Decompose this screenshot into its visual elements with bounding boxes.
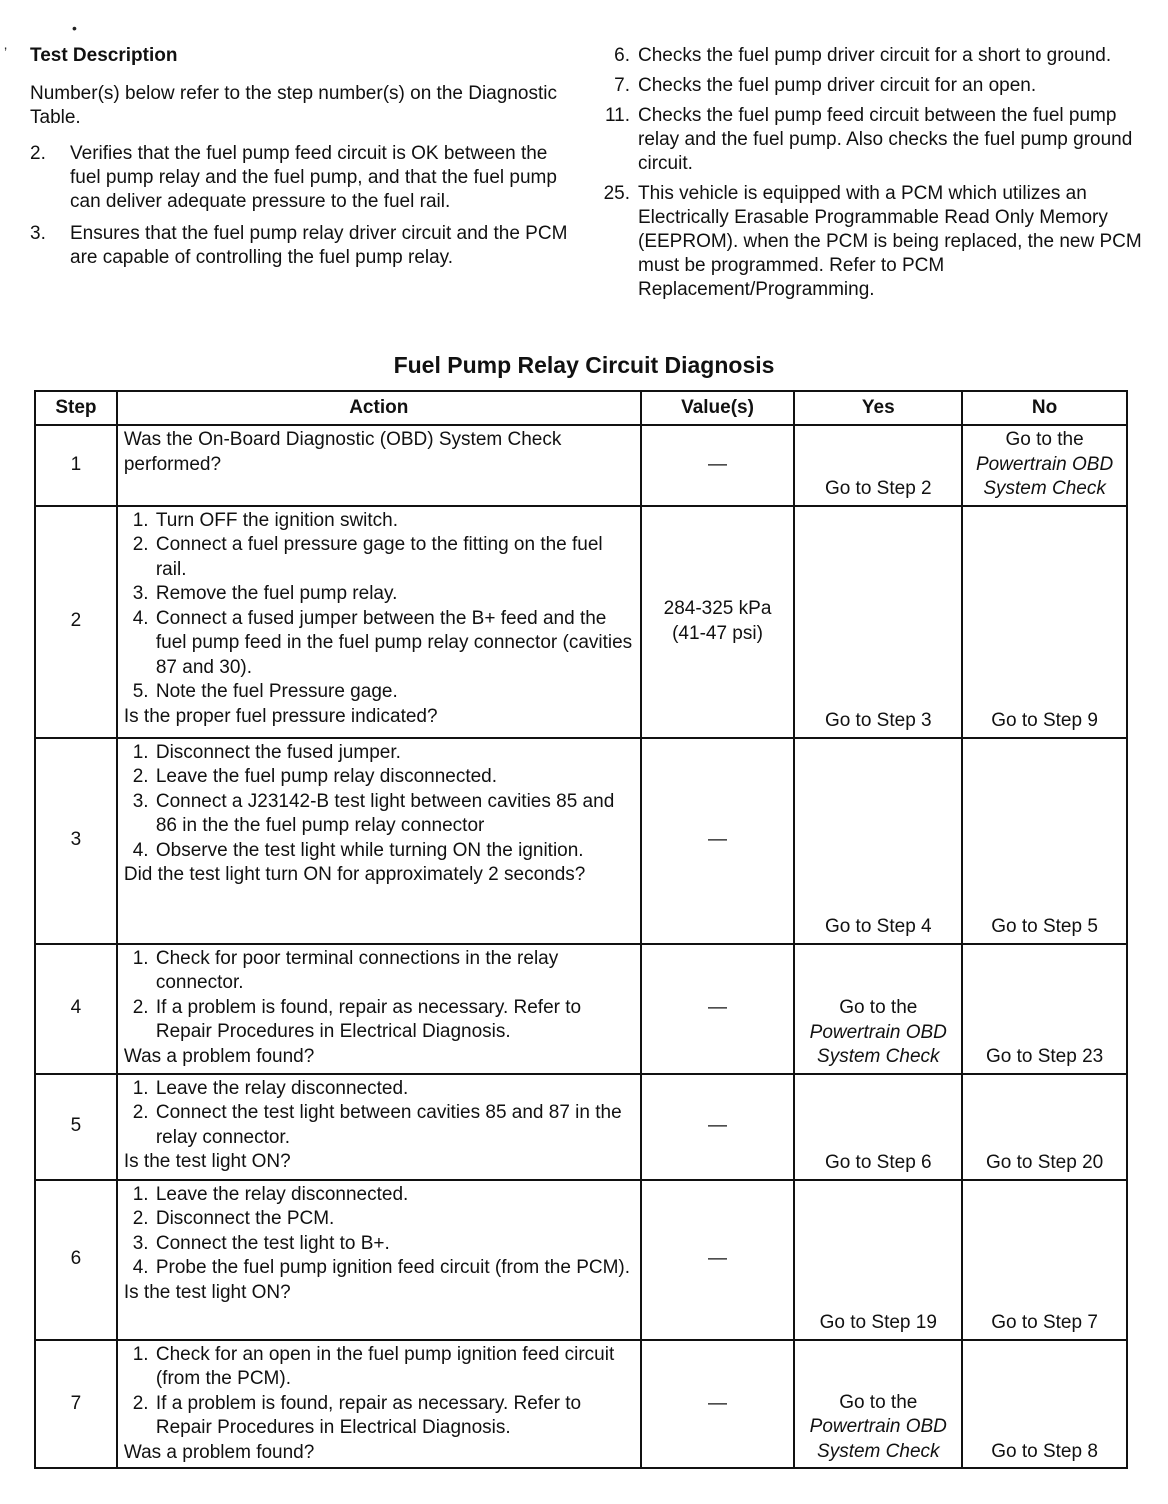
action-question: Was a problem found? xyxy=(123,1045,315,1067)
description-item-text: This vehicle is equipped with a PCM which utilizes an Electrically Erasable Programmable Read Only Memory (EEPROM). when the PCM is being replaced, the new PCM must be programmed. Refer to PCM Replacement/Programming. xyxy=(638,183,1142,300)
no-cell xyxy=(962,738,1127,944)
description-item-text: Checks the fuel pump driver circuit for a short to ground. xyxy=(638,45,1112,66)
description-item xyxy=(598,182,1143,302)
yes-goto-step: Go to Step 6 xyxy=(824,1152,932,1173)
no-goto-step: Go to Step 8 xyxy=(991,1440,1098,1462)
action-cell xyxy=(117,1340,641,1469)
action-steps xyxy=(124,1183,634,1281)
yes-cell xyxy=(794,1340,962,1469)
step-number: 5 xyxy=(35,1074,117,1180)
action-step: 2. If a problem is found, repair as necessary. Refer to Repair Procedures in Electrical Diagnosis. xyxy=(154,1392,634,1441)
action-step: 1. Turn OFF the ignition switch. xyxy=(154,509,634,534)
scan-mark: ’ xyxy=(4,44,8,60)
description-item xyxy=(30,222,570,270)
description-item-text: Verifies that the fuel pump feed circuit is OK between the fuel pump relay and the fuel pump, and that the fuel pump can deliver adequate pressure to the fuel rail. xyxy=(70,143,557,212)
table-header-row xyxy=(35,391,1127,425)
action-cell xyxy=(117,425,641,506)
action-step: 1. Check for poor terminal connections in the relay connector. xyxy=(154,947,634,996)
description-item-text: Checks the fuel pump driver circuit for an open. xyxy=(638,75,1037,96)
value-cell: — xyxy=(641,425,795,506)
step-number: 7 xyxy=(35,1340,117,1469)
test-description-intro: Number(s) below refer to the step number(s) on the Diagnostic Table. xyxy=(30,83,557,128)
action-step: 1. Check for an open in the fuel pump ignition feed circuit (from the PCM). xyxy=(154,1343,634,1392)
action-steps xyxy=(124,509,634,705)
yes-goto-step: Go to Step 19 xyxy=(819,1312,937,1333)
description-right-list xyxy=(598,44,1143,302)
no-cell xyxy=(962,506,1127,738)
description-item-number: 7. xyxy=(614,75,630,96)
header-values: Value(s) xyxy=(641,391,795,425)
description-item-number: 2. xyxy=(30,143,46,164)
action-question: Is the proper fuel pressure indicated? xyxy=(123,705,438,727)
action-step: 3. Connect the test light to B+. xyxy=(154,1232,634,1257)
action-question: Was a problem found? xyxy=(123,1441,315,1463)
no-cell xyxy=(962,425,1127,506)
yes-cell xyxy=(794,1074,962,1180)
no-cell xyxy=(962,944,1127,1074)
table-row xyxy=(35,1340,1127,1469)
yes-goto-prefix: Go to the xyxy=(839,997,918,1018)
yes-cell xyxy=(794,944,962,1074)
yes-goto-reference: Powertrain OBD System Check xyxy=(809,1021,947,1067)
action-cell xyxy=(117,1074,641,1180)
action-step: 2. Leave the fuel pump relay disconnected. xyxy=(154,765,634,790)
no-goto-step: Go to Step 5 xyxy=(991,916,1098,937)
step-number: 6 xyxy=(35,1180,117,1340)
action-step: 1. Disconnect the fused jumper. xyxy=(154,741,634,766)
action-steps xyxy=(124,947,634,1045)
value-cell: — xyxy=(641,944,795,1074)
action-step: 3. Connect a J23142-B test light between cavities 85 and 86 in the the fuel pump relay connector xyxy=(154,790,634,839)
action-step: 4. Connect a fused jumper between the B+ feed and the fuel pump feed in the fuel pump relay connector (cavities 87 and 30). xyxy=(154,607,634,681)
yes-goto-step: Go to Step 2 xyxy=(824,478,932,499)
description-item-text: Checks the fuel pump feed circuit between the fuel pump relay and the fuel pump. Also checks the fuel pump ground circuit. xyxy=(638,105,1133,174)
action-steps xyxy=(124,1077,634,1151)
action-question: Did the test light turn ON for approximately 2 seconds? xyxy=(123,864,586,885)
yes-cell xyxy=(794,1180,962,1340)
table-row xyxy=(35,944,1127,1074)
value-cell: — xyxy=(641,1180,795,1340)
action-question: Is the test light ON? xyxy=(123,1151,291,1172)
yes-goto-step: Go to Step 4 xyxy=(824,916,932,937)
action-step: 4. Probe the fuel pump ignition feed circuit (from the PCM). xyxy=(154,1256,634,1281)
description-item xyxy=(598,74,1143,98)
header-yes: Yes xyxy=(794,391,962,425)
scan-mark: • xyxy=(72,20,77,36)
action-cell xyxy=(117,506,641,738)
no-cell xyxy=(962,1340,1127,1469)
description-item-number: 6. xyxy=(614,45,630,66)
action-cell xyxy=(117,1180,641,1340)
step-number: 3 xyxy=(35,738,117,944)
description-item-number: 25. xyxy=(603,183,630,204)
action-step: 2. Disconnect the PCM. xyxy=(154,1207,634,1232)
action-step: 3. Remove the fuel pump relay. xyxy=(154,582,634,607)
no-goto-prefix: Go to the xyxy=(1005,429,1084,450)
table-row xyxy=(35,425,1127,506)
action-step: 1. Leave the relay disconnected. xyxy=(154,1077,634,1102)
yes-goto-reference: Powertrain OBD System Check xyxy=(809,1416,947,1462)
action-steps xyxy=(124,1343,634,1441)
yes-cell xyxy=(794,506,962,738)
action-step: 1. Leave the relay disconnected. xyxy=(154,1183,634,1208)
value-cell: — xyxy=(641,1340,795,1469)
table-title: Fuel Pump Relay Circuit Diagnosis xyxy=(393,352,775,378)
step-number: 2 xyxy=(35,506,117,738)
action-step: 2. If a problem is found, repair as necessary. Refer to Repair Procedures in Electrical Diagnosis. xyxy=(154,996,634,1045)
table-row xyxy=(35,506,1127,738)
step-number: 4 xyxy=(35,944,117,1074)
action-step: 2. Connect a fuel pressure gage to the fitting on the fuel rail. xyxy=(154,533,634,582)
table-body xyxy=(35,425,1127,1468)
action-step: 2. Connect the test light between cavities 85 and 87 in the relay connector. xyxy=(154,1101,634,1150)
table-row xyxy=(35,1074,1127,1180)
diagnostic-table xyxy=(34,390,1128,1469)
table-row xyxy=(35,1180,1127,1340)
no-goto-step: Go to Step 23 xyxy=(985,1046,1104,1067)
header-no: No xyxy=(962,391,1127,425)
action-cell xyxy=(117,738,641,944)
header-step: Step xyxy=(35,391,117,425)
step-number: 1 xyxy=(35,425,117,506)
no-goto-step: Go to Step 20 xyxy=(985,1152,1104,1173)
action-cell xyxy=(117,944,641,1074)
no-goto-step: Go to Step 9 xyxy=(991,710,1098,731)
no-cell xyxy=(962,1074,1127,1180)
description-item xyxy=(30,142,570,214)
description-item-number: 3. xyxy=(30,223,46,244)
description-item xyxy=(598,44,1143,68)
test-description-heading: Test Description xyxy=(30,45,178,66)
action-step: 5. Note the fuel Pressure gage. xyxy=(154,680,634,705)
action-question: Was the On-Board Diagnostic (OBD) System Check performed? xyxy=(123,429,562,475)
action-steps xyxy=(124,741,634,864)
description-item-text: Ensures that the fuel pump relay driver circuit and the PCM are capable of controlling the fuel pump relay. xyxy=(70,223,568,268)
no-cell xyxy=(962,1180,1127,1340)
description-left-column xyxy=(30,44,570,278)
no-goto-reference: Powertrain OBD System Check xyxy=(975,453,1114,499)
yes-goto-prefix: Go to the xyxy=(839,1391,918,1413)
description-left-list xyxy=(30,142,570,270)
yes-cell xyxy=(794,738,962,944)
action-question: Is the test light ON? xyxy=(123,1281,291,1303)
description-item-number: 11. xyxy=(604,105,630,126)
no-goto-step: Go to Step 7 xyxy=(991,1312,1098,1333)
table-row xyxy=(35,738,1127,944)
test-description xyxy=(30,44,1140,344)
action-step: 4. Observe the test light while turning ON the ignition. xyxy=(154,839,634,864)
value-cell: — xyxy=(641,1074,795,1180)
yes-cell xyxy=(794,425,962,506)
description-right-column xyxy=(598,44,1143,308)
yes-goto-step: Go to Step 3 xyxy=(824,710,932,731)
description-item xyxy=(598,104,1143,176)
header-action: Action xyxy=(117,391,641,425)
value-cell: 284-325 kPa (41-47 psi) xyxy=(641,506,795,738)
value-cell: — xyxy=(641,738,795,944)
